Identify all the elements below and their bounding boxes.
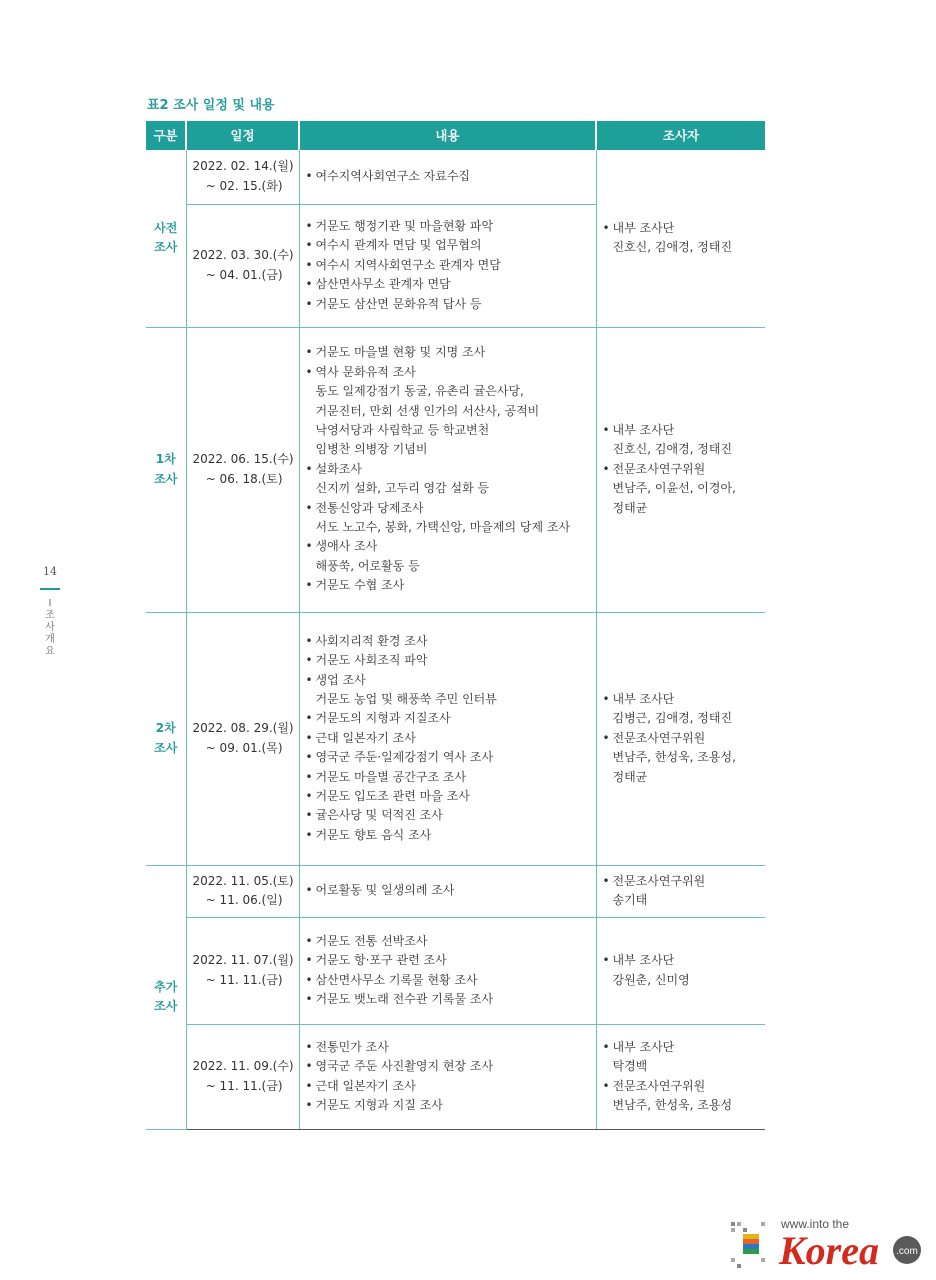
- header-date: 일정: [186, 121, 299, 150]
- list-item: 동도 일제강점기 동굴, 유촌리 귤은사당,: [315, 384, 524, 399]
- date-end: ~ 09. 01.(목): [205, 740, 283, 755]
- list-item: • 내부 조사단: [603, 1038, 760, 1057]
- date-cell: [186, 865, 299, 917]
- date-cell: [186, 612, 299, 865]
- list-item: • 설화조사: [306, 460, 590, 479]
- table-row: [146, 150, 765, 204]
- section-char: 조: [45, 610, 55, 621]
- list-item: • 거문도 행정기관 및 마을현황 파악: [306, 217, 590, 236]
- list-item: • 거문도 향토 음식 조사: [306, 826, 590, 845]
- list-item: 진호신, 김애경, 정태진: [612, 442, 733, 457]
- date-start: 2022. 11. 07.(월): [192, 953, 294, 968]
- list-item: • 생업 조사: [306, 671, 590, 690]
- date-cell: [186, 1024, 299, 1129]
- page-number: 14: [43, 565, 57, 578]
- list-item: • 내부 조사단: [603, 219, 760, 238]
- list-item: • 내부 조사단: [603, 951, 760, 970]
- content-cell: [299, 612, 596, 865]
- date-start: 2022. 11. 05.(토): [192, 873, 294, 888]
- page-divider: [40, 588, 60, 590]
- header-category: 구분: [146, 121, 186, 150]
- date-end: ~ 06. 18.(토): [205, 471, 283, 486]
- date-start: 2022. 03. 30.(수): [192, 248, 294, 263]
- logo-dot-com: .com: [896, 1246, 918, 1257]
- list-item: • 전통민가 조사: [306, 1038, 590, 1057]
- category-label: 추가: [154, 979, 178, 994]
- list-item: • 영국군 주둔·일제강점기 역사 조사: [306, 748, 590, 767]
- list-item: • 내부 조사단: [603, 421, 760, 440]
- list-item: • 거문도 전통 선박조사: [306, 932, 590, 951]
- list-item: • 영국군 주둔 사진촬영지 현장 조사: [306, 1057, 590, 1076]
- category-cell: [146, 865, 186, 1129]
- list-item: 거문진터, 만회 선생 인가의 서산사, 공적비: [315, 403, 540, 418]
- list-item: • 어로활동 및 일생의례 조사: [306, 881, 590, 900]
- table-row: [146, 865, 765, 917]
- list-item: • 귤은사당 및 덕적진 조사: [306, 806, 590, 825]
- list-item: • 여수시 관계자 면담 및 업무협의: [306, 236, 590, 255]
- category-label: 1차: [155, 452, 176, 467]
- content-cell: [299, 204, 596, 327]
- intothekorea-logo: [729, 1212, 925, 1272]
- section-char: I: [48, 598, 52, 609]
- list-item: 정태균: [612, 500, 648, 515]
- list-item: 거문도 농업 및 해풍쑥 주민 인터뷰: [315, 691, 497, 706]
- list-item: 강원춘, 신미영: [612, 972, 690, 987]
- logo-pixel-mark: [731, 1222, 765, 1268]
- investigator-cell: [596, 917, 765, 1024]
- section-char: 개: [45, 634, 55, 645]
- list-item: • 거문도 수협 조사: [306, 576, 590, 595]
- list-item: 해풍쑥, 어로활동 등: [315, 558, 420, 573]
- section-char: 사: [45, 622, 55, 633]
- list-item: • 삼산면사무소 관계자 면담: [306, 275, 590, 294]
- investigator-list: [603, 951, 760, 990]
- list-item: • 거문도 항·포구 관련 조사: [306, 951, 590, 970]
- survey-schedule-table: [146, 121, 765, 1130]
- investigator-list: [603, 690, 760, 787]
- date-start: 2022. 06. 15.(수): [192, 452, 294, 467]
- category-cell: [146, 150, 186, 327]
- investigator-list: [603, 1038, 760, 1116]
- investigator-cell: [596, 327, 765, 612]
- investigator-list: [603, 219, 760, 258]
- list-item: • 거문도 사회조직 파악: [306, 651, 590, 670]
- content-list: [306, 881, 590, 900]
- list-item: 송기태: [612, 893, 648, 907]
- date-start: 2022. 11. 09.(수): [192, 1059, 294, 1074]
- content-list: [306, 343, 590, 595]
- list-item: • 전문조사연구위원: [603, 729, 760, 748]
- content-list: [306, 932, 590, 1010]
- date-start: 2022. 08. 29.(월): [192, 721, 294, 736]
- section-char: 요: [45, 646, 55, 657]
- content-list: [306, 1038, 590, 1116]
- section-tab: [44, 598, 56, 658]
- list-item: • 전문조사연구위원: [603, 872, 760, 891]
- date-end: ~ 04. 01.(금): [205, 267, 283, 282]
- content-cell: [299, 1024, 596, 1129]
- date-end: ~ 11. 06.(일): [205, 893, 283, 907]
- list-item: • 역사 문화유적 조사: [306, 363, 590, 382]
- date-cell: [186, 917, 299, 1024]
- header-content: 내용: [299, 121, 596, 150]
- table-row: [146, 1024, 765, 1129]
- category-cell: [146, 612, 186, 865]
- table-row: [146, 917, 765, 1024]
- list-item: 변남주, 한성욱, 조용성: [612, 1097, 733, 1112]
- list-item: • 전통신앙과 당제조사: [306, 499, 590, 518]
- date-cell: [186, 204, 299, 327]
- date-cell: [186, 150, 299, 204]
- list-item: • 여수시 지역사회연구소 관계자 면담: [306, 256, 590, 275]
- list-item: 서도 노고수, 봉화, 가택신앙, 마을제의 당제 조사: [315, 520, 571, 535]
- list-item: • 내부 조사단: [603, 690, 760, 709]
- investigator-cell: [596, 1024, 765, 1129]
- list-item: • 거문도의 지형과 지질조사: [306, 709, 590, 728]
- list-item: 김병근, 김애경, 정태진: [612, 711, 733, 726]
- content-cell: [299, 865, 596, 917]
- investigator-list: [603, 421, 760, 518]
- logo-wordmark: Korea: [779, 1228, 879, 1272]
- list-item: • 근대 일본자기 조사: [306, 1077, 590, 1096]
- table-header-row: [146, 121, 765, 150]
- list-item: • 근대 일본자기 조사: [306, 729, 590, 748]
- list-item: 임병찬 의병장 기념비: [315, 442, 428, 457]
- list-item: • 삼산면사무소 기록물 현황 조사: [306, 971, 590, 990]
- list-item: 정태균: [612, 769, 648, 784]
- list-item: • 여수지역사회연구소 자료수집: [306, 167, 590, 186]
- list-item: 신지끼 설화, 고두리 영감 설화 등: [315, 481, 490, 496]
- investigator-cell: [596, 612, 765, 865]
- category-label: 조사: [154, 999, 178, 1013]
- category-cell: [146, 327, 186, 612]
- investigator-cell: [596, 150, 765, 327]
- list-item: • 거문도 지형과 지질 조사: [306, 1096, 590, 1115]
- date-end: ~ 11. 11.(금): [205, 1078, 283, 1093]
- list-item: • 거문도 입도조 관련 마을 조사: [306, 787, 590, 806]
- category-label: 2차: [155, 721, 176, 736]
- date-cell: [186, 327, 299, 612]
- list-item: 낙영서당과 사립학교 등 학교변천: [315, 422, 490, 437]
- date-end: ~ 11. 11.(금): [205, 972, 283, 987]
- list-item: 변남주, 한성욱, 조용성,: [612, 750, 736, 765]
- table-row: [146, 612, 765, 865]
- date-start: 2022. 02. 14.(월): [192, 159, 294, 174]
- investigator-list: [603, 872, 760, 911]
- list-item: • 거문도 마을별 현황 및 지명 조사: [306, 343, 590, 362]
- content-cell: [299, 150, 596, 204]
- list-item: • 전문조사연구위원: [603, 460, 760, 479]
- content-cell: [299, 917, 596, 1024]
- list-item: • 사회지리적 환경 조사: [306, 632, 590, 651]
- category-label: 조사: [154, 740, 178, 755]
- investigator-cell: [596, 865, 765, 917]
- table-caption: 표2 조사 일정 및 내용: [147, 98, 275, 113]
- list-item: • 거문도 삼산면 문화유적 답사 등: [306, 295, 590, 314]
- table-row: [146, 327, 765, 612]
- date-end: ~ 02. 15.(화): [205, 178, 283, 193]
- content-cell: [299, 327, 596, 612]
- category-label: 조사: [154, 471, 178, 486]
- list-item: • 전문조사연구위원: [603, 1077, 760, 1096]
- category-label: 조사: [154, 240, 178, 255]
- list-item: • 거문도 마을별 공간구조 조사: [306, 768, 590, 787]
- list-item: 진호신, 김애경, 정태진: [612, 240, 733, 255]
- content-list: [306, 167, 590, 186]
- content-list: [306, 632, 590, 845]
- category-label: 사전: [154, 220, 178, 235]
- list-item: • 거문도 뱃노래 전수관 기록물 조사: [306, 990, 590, 1009]
- logo-tagline: www.into the: [781, 1217, 850, 1231]
- list-item: 탁경백: [612, 1059, 648, 1074]
- content-list: [306, 217, 590, 314]
- list-item: • 생애사 조사: [306, 537, 590, 556]
- list-item: 변남주, 이윤선, 이경아,: [612, 481, 736, 496]
- header-investigator: 조사자: [596, 121, 765, 150]
